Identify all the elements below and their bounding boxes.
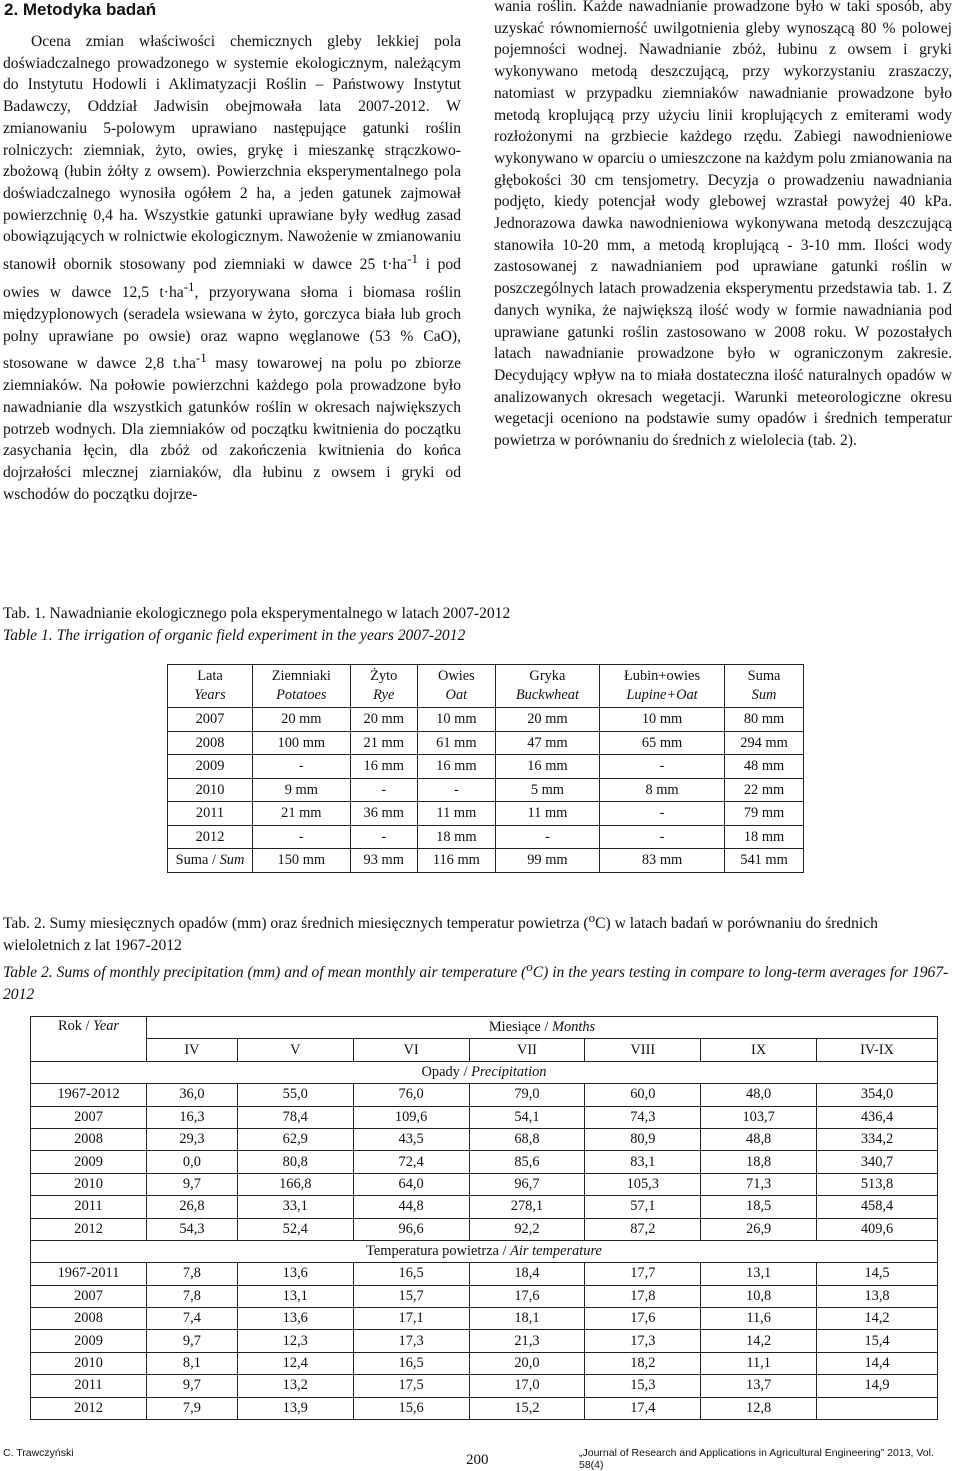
table-cell: 1967-2012 bbox=[31, 1084, 147, 1106]
table-cell: 15,7 bbox=[353, 1285, 469, 1307]
table-cell: 16 mm bbox=[350, 755, 417, 779]
table-cell: 13,6 bbox=[237, 1308, 353, 1330]
table-cell: 48,0 bbox=[701, 1084, 817, 1106]
caption-text: C) in the years testing in compare to long-term averages for 1967-2012 bbox=[3, 964, 949, 1003]
table-cell bbox=[817, 1397, 938, 1419]
table-cell: - bbox=[599, 802, 724, 826]
caption-text: Table 2. Sums of monthly precipitation (mm) and of mean monthly air temperature ( bbox=[3, 964, 527, 982]
month-header: V bbox=[237, 1039, 353, 1061]
table-cell: 79 mm bbox=[725, 802, 804, 826]
table-cell: 57,1 bbox=[585, 1196, 701, 1218]
table-cell: 9,7 bbox=[147, 1173, 238, 1195]
table-cell: 2012 bbox=[168, 825, 253, 849]
table-cell: 18,4 bbox=[469, 1263, 585, 1285]
superscript: -1 bbox=[183, 278, 195, 294]
table-cell: 2007 bbox=[31, 1285, 147, 1307]
table-cell: 47 mm bbox=[495, 731, 599, 755]
table-row bbox=[168, 708, 804, 732]
table-cell: 76,0 bbox=[353, 1084, 469, 1106]
table1-caption bbox=[3, 603, 953, 646]
superscript: -1 bbox=[195, 350, 207, 366]
table-cell: 96,6 bbox=[353, 1218, 469, 1240]
text-run: i pod owies w dawce 12,5 t·ha bbox=[3, 256, 461, 302]
table-cell: 2007 bbox=[31, 1106, 147, 1128]
table-row bbox=[31, 1308, 938, 1330]
table-cell: 21 mm bbox=[350, 731, 417, 755]
table-cell: 20 mm bbox=[495, 708, 599, 732]
table-cell: 15,6 bbox=[353, 1397, 469, 1419]
header-english: Potatoes bbox=[276, 687, 327, 703]
table-cell: 68,8 bbox=[469, 1128, 585, 1150]
table-cell: 2011 bbox=[31, 1196, 147, 1218]
section-header-row bbox=[31, 1240, 938, 1262]
table-cell: 8 mm bbox=[599, 778, 724, 802]
table-cell: 26,8 bbox=[147, 1196, 238, 1218]
sum-label-english: Sum bbox=[219, 852, 245, 869]
table-cell: 2009 bbox=[31, 1151, 147, 1173]
table-cell: 9 mm bbox=[253, 778, 351, 802]
table-cell: 20 mm bbox=[253, 708, 351, 732]
table-cell: 7,9 bbox=[147, 1397, 238, 1419]
table-cell: 11,1 bbox=[701, 1352, 817, 1374]
section-label-english: Precipitation bbox=[471, 1063, 547, 1080]
footer-journal: „Journal of Research and Applications in Agricultural Engineering” 2013, Vol. 58(4) bbox=[579, 1447, 934, 1471]
table-cell: 2010 bbox=[168, 778, 253, 802]
table-cell: 16 mm bbox=[417, 755, 495, 779]
table-cell: 2010 bbox=[31, 1173, 147, 1195]
table-cell: 436,4 bbox=[817, 1106, 938, 1128]
table-cell: 2010 bbox=[31, 1352, 147, 1374]
table-cell: - bbox=[253, 825, 351, 849]
month-header: VII bbox=[469, 1039, 585, 1061]
table-cell: 26,9 bbox=[701, 1218, 817, 1240]
table-row bbox=[31, 1128, 938, 1150]
superscript: o bbox=[588, 910, 596, 925]
table-cell: - bbox=[350, 825, 417, 849]
table-cell: 21,3 bbox=[469, 1330, 585, 1352]
paragraph: wania roślin. Każde nawadnianie prowadzone było w taki sposób, aby uzyskać równomierność uwilgotnienia gleby wynoszącą 80 % polowej pojemności wodnej. Nawadnianie zbóż, łubinu z owsem i gryki wykonywano metodą deszczującą, przy wykorzystaniu zraszaczy, natomiast w przypadku ziemniaków nawadnianie prowadzone było metodą kroplującą przy użyciu linii kroplujących z emiterami wody rozłożonymi na grzbiecie każdego rzędu. Zabiegi nawodnieniowe wykonywano w oparciu o umieszczone na każdym polu zmianowania na głębokości 30 cm tensjometry. Decyzja o prowadzeniu nawadniania podjęto, kiedy potencjał wody glebowej wzrastał powyżej 40 kPa. Jednorazowa dawka nawodnieniowa wykonywana metodą deszczującą stanowiła 10-20 mm, a metodą kroplującą - 3-10 mm. Ilości wody zastosowanej z nawadnianiem pod uprawiane gatunki roślin w poszczególnych latach prowadzenia eksperymentu przedstawia tab. 1. Z danych wynika, że największą ilość wody w formie nawadniania pod uprawiane gatunki roślin zastosowano w 2008 roku. W pozostałych latach nawadnianie prowadzone było w ograniczonym zakresie. Decydujący wpływ na to miała dostateczna ilość naturalnych opadów w analizowanych okresach wegetacji. Warunki meteorologiczne okresu wegetacji oceniono na podstawie sumy opadów i średnich temperatur powietrza w porównaniu do średnich z wielolecia (tab. 2). bbox=[494, 0, 952, 450]
caption-text: Tab. 2. Sumy miesięcznych opadów (mm) oraz średnich miesięcznych temperatur powietrza ( bbox=[3, 915, 589, 933]
header-polish: Gryka bbox=[529, 668, 566, 684]
table-cell: 60,0 bbox=[585, 1084, 701, 1106]
table-cell: 71,3 bbox=[701, 1173, 817, 1195]
table-cell: - bbox=[495, 825, 599, 849]
table-cell: 83,1 bbox=[585, 1151, 701, 1173]
table-cell: 7,4 bbox=[147, 1308, 238, 1330]
header-english: Sum bbox=[751, 687, 777, 703]
section-label-english: Air temperature bbox=[510, 1243, 602, 1260]
table-cell: 354,0 bbox=[817, 1084, 938, 1106]
table-cell: 17,8 bbox=[585, 1285, 701, 1307]
table-cell: 62,9 bbox=[237, 1128, 353, 1150]
table-cell: 21 mm bbox=[253, 802, 351, 826]
table-cell: 9,7 bbox=[147, 1330, 238, 1352]
table-cell: 44,8 bbox=[353, 1196, 469, 1218]
header-english: Year bbox=[93, 1018, 120, 1034]
table-cell: 43,5 bbox=[353, 1128, 469, 1150]
table-cell: 55,0 bbox=[237, 1084, 353, 1106]
table-cell: 2011 bbox=[168, 802, 253, 826]
weather-table bbox=[30, 1016, 938, 1420]
table-cell: 17,7 bbox=[585, 1263, 701, 1285]
table-cell: 17,6 bbox=[469, 1285, 585, 1307]
table-cell: 166,8 bbox=[237, 1173, 353, 1195]
table-cell: 96,7 bbox=[469, 1173, 585, 1195]
table-cell: - bbox=[253, 755, 351, 779]
table-cell: 92,2 bbox=[469, 1218, 585, 1240]
sum-label-cell bbox=[168, 849, 253, 873]
table-cell: 18 mm bbox=[725, 825, 804, 849]
table-cell: 15,2 bbox=[469, 1397, 585, 1419]
table-header-row bbox=[168, 665, 804, 708]
table-cell: 2007 bbox=[168, 708, 253, 732]
table-cell: 13,7 bbox=[701, 1375, 817, 1397]
section-header bbox=[31, 1240, 938, 1262]
caption-polish: Tab. 1. Nawadnianie ekologicznego pola eksperymentalnego w latach 2007-2012 bbox=[3, 605, 511, 622]
table-cell: 72,4 bbox=[353, 1151, 469, 1173]
table-cell: 17,3 bbox=[585, 1330, 701, 1352]
table-cell: 10,8 bbox=[701, 1285, 817, 1307]
table-cell: 17,4 bbox=[585, 1397, 701, 1419]
table-cell: 0,0 bbox=[147, 1151, 238, 1173]
table-cell: 458,4 bbox=[817, 1196, 938, 1218]
table-cell: 85,6 bbox=[469, 1151, 585, 1173]
table-cell: 80 mm bbox=[725, 708, 804, 732]
header-english: Lupine+Oat bbox=[626, 687, 698, 703]
table-cell: 13,2 bbox=[237, 1375, 353, 1397]
table-row bbox=[31, 1263, 938, 1285]
table-cell: 278,1 bbox=[469, 1196, 585, 1218]
table-cell: 12,3 bbox=[237, 1330, 353, 1352]
table-header-row bbox=[31, 1017, 938, 1039]
table-cell: 79,0 bbox=[469, 1084, 585, 1106]
table-cell: 14,9 bbox=[817, 1375, 938, 1397]
table-cell: 99 mm bbox=[495, 849, 599, 873]
table-cell: 2011 bbox=[31, 1375, 147, 1397]
table-row bbox=[31, 1352, 938, 1374]
table-cell: 150 mm bbox=[253, 849, 351, 873]
month-header: VI bbox=[353, 1039, 469, 1061]
column-header bbox=[725, 665, 804, 708]
table-row bbox=[168, 778, 804, 802]
table-cell: 64,0 bbox=[353, 1173, 469, 1195]
text-run: , przyorywana słoma i biomasa roślin międzyplonowych (seradela wsiewana w żyto, gorczyca biała lub groch polny uprawiane po owsie) oraz wapno węglanowe (53 % CaO), stosowane w dawce 2,8 t.ha bbox=[3, 284, 461, 373]
table-cell: 17,5 bbox=[353, 1375, 469, 1397]
paragraph bbox=[3, 31, 461, 505]
table-cell: 9,7 bbox=[147, 1375, 238, 1397]
table-cell: 11 mm bbox=[495, 802, 599, 826]
table-row bbox=[168, 755, 804, 779]
header-english: Years bbox=[194, 687, 226, 703]
table-row bbox=[31, 1084, 938, 1106]
table-cell: 14,5 bbox=[817, 1263, 938, 1285]
table-cell: 18,8 bbox=[701, 1151, 817, 1173]
table-cell: 14,2 bbox=[817, 1308, 938, 1330]
sum-label: Suma / bbox=[175, 852, 220, 869]
table-cell: 13,9 bbox=[237, 1397, 353, 1419]
table-cell: 48,8 bbox=[701, 1128, 817, 1150]
table-cell: 16,5 bbox=[353, 1263, 469, 1285]
table-cell: 2009 bbox=[168, 755, 253, 779]
table-cell: 12,8 bbox=[701, 1397, 817, 1419]
table-cell: 14,2 bbox=[701, 1330, 817, 1352]
column-header bbox=[495, 665, 599, 708]
table-cell: 20,0 bbox=[469, 1352, 585, 1374]
column-header bbox=[599, 665, 724, 708]
table-cell: 16 mm bbox=[495, 755, 599, 779]
table-cell: 18 mm bbox=[417, 825, 495, 849]
table-row bbox=[168, 802, 804, 826]
table-cell: 48 mm bbox=[725, 755, 804, 779]
left-text-column bbox=[3, 31, 461, 505]
table-sum-row bbox=[168, 849, 804, 873]
month-header: VIII bbox=[585, 1039, 701, 1061]
table-cell: 2009 bbox=[31, 1330, 147, 1352]
page-number: 200 bbox=[466, 1452, 489, 1468]
table-cell: 54,1 bbox=[469, 1106, 585, 1128]
header-polish: Łubin+owies bbox=[623, 668, 701, 684]
table-cell: 54,3 bbox=[147, 1218, 238, 1240]
table-cell: 13,8 bbox=[817, 1285, 938, 1307]
table-cell: 83 mm bbox=[599, 849, 724, 873]
table-cell: 11 mm bbox=[417, 802, 495, 826]
footer-author: C. Trawczyński bbox=[3, 1447, 74, 1459]
column-header-months bbox=[147, 1017, 938, 1039]
section-label: Temperatura powietrza / bbox=[366, 1243, 511, 1260]
table-cell: 80,9 bbox=[585, 1128, 701, 1150]
table-cell: 7,8 bbox=[147, 1285, 238, 1307]
table-cell: 12,4 bbox=[237, 1352, 353, 1374]
table-cell: 15,4 bbox=[817, 1330, 938, 1352]
table-cell: 18,5 bbox=[701, 1196, 817, 1218]
table-cell: 116 mm bbox=[417, 849, 495, 873]
header-polish: Ziemniaki bbox=[271, 668, 331, 684]
header-polish: Lata bbox=[197, 668, 223, 684]
table-cell: 65 mm bbox=[599, 731, 724, 755]
table-row bbox=[31, 1106, 938, 1128]
table-cell: 93 mm bbox=[350, 849, 417, 873]
header-english: Months bbox=[551, 1019, 596, 1036]
header-english: Oat bbox=[445, 687, 468, 703]
caption-english: Table 1. The irrigation of organic field experiment in the years 2007-2012 bbox=[3, 626, 466, 644]
table-cell: 17,6 bbox=[585, 1308, 701, 1330]
header-polish: Rok / bbox=[57, 1018, 94, 1034]
month-header-row bbox=[31, 1039, 938, 1061]
table-cell: 20 mm bbox=[350, 708, 417, 732]
table-cell: 105,3 bbox=[585, 1173, 701, 1195]
table-cell: 61 mm bbox=[417, 731, 495, 755]
table-cell: 294 mm bbox=[725, 731, 804, 755]
table-row bbox=[31, 1151, 938, 1173]
text-run: Ocena zmian właściwości chemicznych gleby lekkiej pola doświadczalnego prowadzonego w systemie ekologicznym, należącym do Instytutu Hodowli i Aklimatyzacji Roślin – Państwowy Instytut Badawczy, Oddział Jadwisin obejmowała lata 2007-2012. W zmianowaniu 5-polowym uprawiano następujące gatunki roślin rolniczych: ziemniak, żyto, owies, grykę i mieszankę strączkowo-zbożową (łubin żółty z owsem). Powierzchnia eksperymentalnego pola doświadczalnego wynosiła ogółem 2 ha, a jeden gatunek zajmował powierzchnię 0,4 ha. Wszystkie gatunki uprawiane były według zasad obowiązujących w rolnictwie ekologicznym. Nawożenie w zmianowaniu stanowił obornik stosowany pod ziemniaki w dawce 25 t·ha bbox=[3, 33, 461, 274]
table-cell: 18,2 bbox=[585, 1352, 701, 1374]
table-cell: 2012 bbox=[31, 1397, 147, 1419]
header-english: Buckwheat bbox=[515, 687, 579, 703]
table-row bbox=[31, 1218, 938, 1240]
table-cell: 18,1 bbox=[469, 1308, 585, 1330]
header-polish: Owies bbox=[437, 668, 475, 684]
table-cell: 2008 bbox=[168, 731, 253, 755]
column-header-year bbox=[31, 1017, 147, 1062]
table-cell: 10 mm bbox=[417, 708, 495, 732]
table2-caption bbox=[3, 907, 953, 1005]
section-header bbox=[31, 1061, 938, 1083]
table-cell: 2012 bbox=[31, 1218, 147, 1240]
table-row bbox=[31, 1375, 938, 1397]
table-cell: - bbox=[350, 778, 417, 802]
table-cell: 513,8 bbox=[817, 1173, 938, 1195]
header-english: Rye bbox=[373, 687, 395, 703]
column-header bbox=[253, 665, 351, 708]
column-header bbox=[168, 665, 253, 708]
month-header: IV bbox=[147, 1039, 238, 1061]
table-cell: 16,5 bbox=[353, 1352, 469, 1374]
table-cell: 13,1 bbox=[237, 1285, 353, 1307]
table-cell: - bbox=[417, 778, 495, 802]
table-cell: 52,4 bbox=[237, 1218, 353, 1240]
table-cell: 2008 bbox=[31, 1128, 147, 1150]
caption-text: C) w latach badań w porównaniu do średnich wieloletnich z lat 1967-2012 bbox=[3, 915, 878, 954]
table-cell: 8,1 bbox=[147, 1352, 238, 1374]
table-row bbox=[168, 825, 804, 849]
table-row bbox=[168, 731, 804, 755]
table-cell: 541 mm bbox=[725, 849, 804, 873]
table-cell: - bbox=[599, 755, 724, 779]
table-cell: 17,1 bbox=[353, 1308, 469, 1330]
table-row bbox=[31, 1173, 938, 1195]
table-cell: 87,2 bbox=[585, 1218, 701, 1240]
table-cell: 16,3 bbox=[147, 1106, 238, 1128]
table-cell: - bbox=[599, 825, 724, 849]
table-cell: 7,8 bbox=[147, 1263, 238, 1285]
table-cell: 78,4 bbox=[237, 1106, 353, 1128]
table-cell: 409,6 bbox=[817, 1218, 938, 1240]
header-polish: Miesiące / bbox=[488, 1019, 552, 1036]
table-cell: 10 mm bbox=[599, 708, 724, 732]
month-header: IV-IX bbox=[817, 1039, 938, 1061]
column-header bbox=[350, 665, 417, 708]
section-label: Opady / bbox=[421, 1063, 472, 1080]
table-cell: 13,1 bbox=[701, 1263, 817, 1285]
irrigation-table bbox=[167, 664, 804, 873]
table-row bbox=[31, 1285, 938, 1307]
table-cell: 36 mm bbox=[350, 802, 417, 826]
section-header-row bbox=[31, 1061, 938, 1083]
table-row bbox=[31, 1330, 938, 1352]
month-header: IX bbox=[701, 1039, 817, 1061]
table-cell: 74,3 bbox=[585, 1106, 701, 1128]
superscript: -1 bbox=[407, 251, 418, 267]
table-row bbox=[31, 1397, 938, 1419]
table-cell: 1967-2011 bbox=[31, 1263, 147, 1285]
table-cell: 15,3 bbox=[585, 1375, 701, 1397]
table-cell: 100 mm bbox=[253, 731, 351, 755]
table-cell: 103,7 bbox=[701, 1106, 817, 1128]
table-cell: 13,6 bbox=[237, 1263, 353, 1285]
table-cell: 17,3 bbox=[353, 1330, 469, 1352]
table-cell: 80,8 bbox=[237, 1151, 353, 1173]
column-header bbox=[417, 665, 495, 708]
header-polish: Suma bbox=[747, 668, 781, 684]
table-cell: 340,7 bbox=[817, 1151, 938, 1173]
table-row bbox=[31, 1196, 938, 1218]
table-cell: 2008 bbox=[31, 1308, 147, 1330]
section-heading: 2. Metodyka badań bbox=[4, 0, 157, 19]
table-cell: 109,6 bbox=[353, 1106, 469, 1128]
table-cell: 14,4 bbox=[817, 1352, 938, 1374]
header-polish: Żyto bbox=[370, 668, 398, 684]
right-text-column bbox=[494, 0, 952, 452]
table-cell: 22 mm bbox=[725, 778, 804, 802]
table-cell: 17,0 bbox=[469, 1375, 585, 1397]
table-cell: 5 mm bbox=[495, 778, 599, 802]
table-cell: 334,2 bbox=[817, 1128, 938, 1150]
caption-polish bbox=[3, 907, 953, 956]
table-cell: 33,1 bbox=[237, 1196, 353, 1218]
table-cell: 36,0 bbox=[147, 1084, 238, 1106]
text-run: masy towarowej na polu po zbiorze ziemniaków. Na połowie powierzchni każdego pola prowadzone było nawadnianie dla wszystkich gatunków roślin w okresach największych potrzeb wodnych. Dla ziemniaków od początku kwitnienia do początku zasychania łęcin, dla zbóż od zakończenia kwitnienia do końca dojrzałości mlecznej ziarniaków, dla łubinu z owsem i gryki od wschodów do początku dojrze- bbox=[3, 355, 461, 503]
table-cell: 11,6 bbox=[701, 1308, 817, 1330]
superscript: o bbox=[526, 959, 533, 975]
caption-english bbox=[3, 956, 953, 1005]
table-cell: 29,3 bbox=[147, 1128, 238, 1150]
